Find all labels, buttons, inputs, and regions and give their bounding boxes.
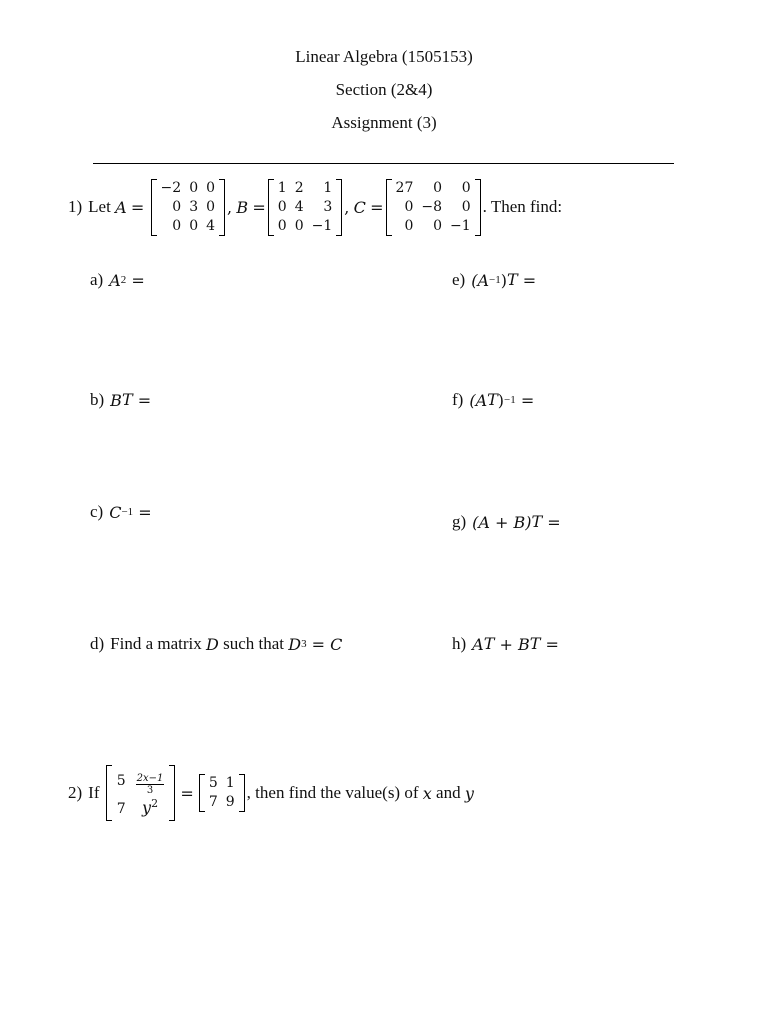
matrix-c-cell: 0 [404,198,414,215]
part-d-var: D [206,634,219,654]
part-g-base: (A + B) [472,512,532,532]
assignment-title: Assignment (3) [331,113,437,132]
part-e-tail: = [517,270,537,290]
equals-sign: = [130,197,145,217]
course-title: Linear Algebra (1505153) [295,47,473,66]
q2-left-matrix [106,765,176,821]
matrix-b-cell: 4 [294,198,304,215]
q2-fraction-denominator: 3 [146,785,154,796]
part-c-label: c) [90,502,104,521]
q2-left-r2c2-sup: 2 [151,796,159,810]
comma: , [344,197,350,217]
part-g: g) (A + B) T = [452,512,561,532]
equals-sign: = [370,197,384,217]
matrix-c-cell: 0 [433,217,442,234]
matrix-c-cell: 0 [404,217,414,234]
part-e-close: ) [500,270,507,290]
part-b-base: B [110,390,122,410]
q2-left-r2c1: 7 [116,800,126,817]
matrix-a-name: A [115,197,127,217]
part-d-tail: = C [306,634,343,654]
part-f-label: f) [452,390,464,409]
part-g-label: g) [452,512,467,531]
equals-sign: = [252,197,266,217]
part-a-tail: = [126,270,145,290]
part-d-mid: such that [223,634,285,653]
part-d-text: Find a matrix [110,634,202,653]
matrix-a-cell: 0 [172,198,182,215]
matrix-a-cell: 3 [189,198,199,215]
part-g-tail: = [542,512,561,532]
matrix-b-cell: 3 [323,198,333,215]
part-h-tail: = [540,634,559,654]
part-d: d) Find a matrix D such that D 3 = C [90,634,343,654]
part-e-label: e) [452,270,466,289]
q2-and: and [436,783,461,802]
q2-left-r1c1: 5 [116,772,126,789]
part-a-label: a) [90,270,104,289]
matrix-c-cell: 0 [433,179,442,196]
matrix-b-cell: 1 [277,179,287,196]
matrix-b-cell: 1 [323,179,333,196]
part-f: f) (A T ) −1 = [452,390,535,410]
question-1-statement [68,176,562,238]
matrix-a-cell: 0 [206,198,216,215]
matrix-c-cell: 27 [395,179,414,196]
then-find-text: . Then find: [482,197,563,216]
part-c: c) C −1 = [90,502,152,522]
part-f-base: (A [469,390,488,410]
matrix-a-cell: 0 [172,217,182,234]
matrix-a [151,179,225,236]
header-divider [93,163,674,164]
part-a: a) A 2 = [90,270,145,290]
q2-fraction [136,773,165,796]
q2-right-matrix-cell: 9 [225,794,235,810]
matrix-c-cell: −8 [421,198,442,215]
matrix-a-cell: −2 [160,179,182,196]
q2-equals: = [180,783,194,803]
part-h-label: h) [452,634,467,653]
matrix-c-name: C [353,197,366,217]
matrix-b-cell: 0 [277,198,287,215]
q2-var-y: y [464,783,474,803]
part-f-close: ) [497,390,505,410]
part-f-tail: = [515,390,535,410]
part-c-base: C [109,502,122,522]
matrix-c-cell: −1 [450,217,471,234]
part-b-label: b) [90,390,105,409]
matrix-b-name: B [236,197,249,217]
q2-intro: If [88,783,100,802]
q2-right-matrix-cell: 5 [208,775,218,791]
q1-number: 1) [68,197,83,216]
question-2-statement [68,764,474,822]
q2-var-x: x [422,783,432,803]
part-h-mid: + B [494,634,530,654]
matrix-a-cell: 0 [189,217,199,234]
q2-right-matrix-cell: 7 [208,794,218,810]
matrix-c-cell: 0 [461,198,471,215]
part-b: b) B T = [90,390,152,410]
q2-right-matrix [199,774,245,812]
section-title: Section (2&4) [335,80,433,99]
matrix-b-cell: 2 [294,179,304,196]
matrix-c [386,179,481,236]
q2-left-r2c2-base: y [142,798,152,817]
q2-tail: , then find the value(s) of [246,783,419,802]
q2-fraction-numerator: 2x−1 [136,773,164,784]
matrix-b [268,179,342,236]
part-e: e) (A −1 ) T = [452,270,537,290]
q2-number: 2) [68,783,83,802]
part-d-base: D [288,634,302,654]
matrix-b-cell: 0 [294,217,304,234]
part-h: h) A T + B T = [452,634,559,654]
part-h-base: A [472,634,484,654]
matrix-a-cell: 0 [189,179,199,196]
part-a-base: A [109,270,121,290]
part-c-tail: = [133,502,152,522]
part-d-label: d) [90,634,105,653]
q1-intro: Let [88,197,111,216]
matrix-c-cell: 0 [461,179,471,196]
part-e-base: (A [471,270,490,290]
matrix-b-cell: −1 [311,217,333,234]
matrix-a-cell: 0 [206,179,216,196]
matrix-b-cell: 0 [277,217,287,234]
matrix-a-cell: 4 [206,217,216,234]
part-b-tail: = [132,390,152,410]
comma: , [227,197,233,217]
q2-right-matrix-cell: 1 [225,775,235,791]
